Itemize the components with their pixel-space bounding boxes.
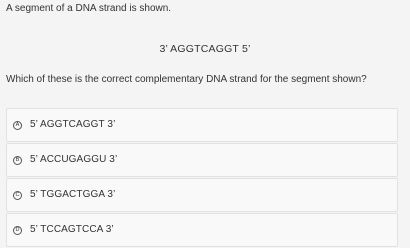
intro-text: A segment of a DNA strand is shown. bbox=[6, 3, 172, 14]
option-letter-badge: A bbox=[13, 121, 22, 130]
option-letter-badge: C bbox=[13, 191, 22, 200]
option-letter-badge: B bbox=[13, 156, 22, 165]
answer-option-a[interactable] bbox=[6, 108, 398, 142]
option-text: 5’ TCCAGTCCA 3’ bbox=[30, 224, 114, 235]
option-text: 5’ TGGACTGGA 3’ bbox=[30, 189, 116, 200]
answer-option-d[interactable] bbox=[6, 213, 398, 247]
question-text: Which of these is the correct complementary DNA strand for the segment shown? bbox=[6, 74, 367, 85]
option-text: 5’ ACCUGAGGU 3’ bbox=[30, 154, 118, 165]
option-letter-badge: D bbox=[13, 226, 22, 235]
answer-option-c[interactable] bbox=[6, 178, 398, 212]
option-text: 5’ AGGTCAGGT 3’ bbox=[30, 119, 116, 130]
dna-sequence: 3’ AGGTCAGGT 5’ bbox=[159, 43, 251, 55]
answer-option-b[interactable] bbox=[6, 143, 398, 177]
